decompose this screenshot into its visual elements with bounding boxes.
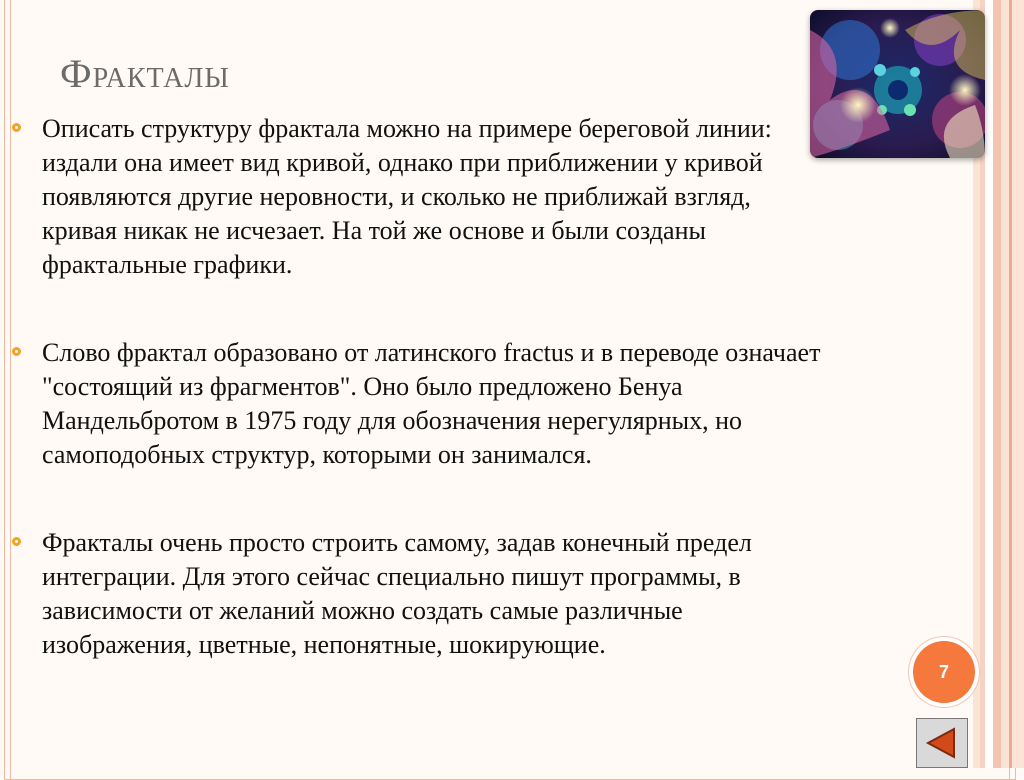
bullet-item xyxy=(12,112,832,282)
ring-bullet-icon xyxy=(12,123,21,132)
back-arrow-icon xyxy=(924,725,960,761)
ring-bullet-icon xyxy=(12,537,21,546)
bullet-item xyxy=(12,336,832,472)
bullet-item xyxy=(12,526,832,662)
back-button[interactable] xyxy=(916,718,968,768)
ring-bullet-icon xyxy=(12,347,21,356)
bullet-text: Слово фрактал образовано от латинского fractus и в переводе означает "состоящий из фрагментов". Оно было предложено Бенуа Мандельбротом в 1975 году для обозначения нерегулярных, но самоподобных структур, которыми он занимался. xyxy=(42,338,821,469)
bullet-text: Фракталы очень просто строить самому, задав конечный предел интеграции. Для этого сейчас специально пишут программы, в зависимости от желаний можно создать самые различные изображения, цветные, непонятные, шокирующие. xyxy=(42,528,752,659)
page-number-badge xyxy=(913,641,975,703)
bullet-text: Описать структуру фрактала можно на примере береговой линии: издали она имеет вид кривой, однако при приближении у кривой появляются другие неровности, и сколько не приближай взгляд, кривая никак не исчезает. На той же основе и были созданы фрактальные графики. xyxy=(42,114,772,279)
fractal-image xyxy=(810,10,985,158)
page-number: 7 xyxy=(938,661,949,682)
slide-title: Фракталы xyxy=(60,51,230,96)
bullet-list xyxy=(12,112,832,662)
